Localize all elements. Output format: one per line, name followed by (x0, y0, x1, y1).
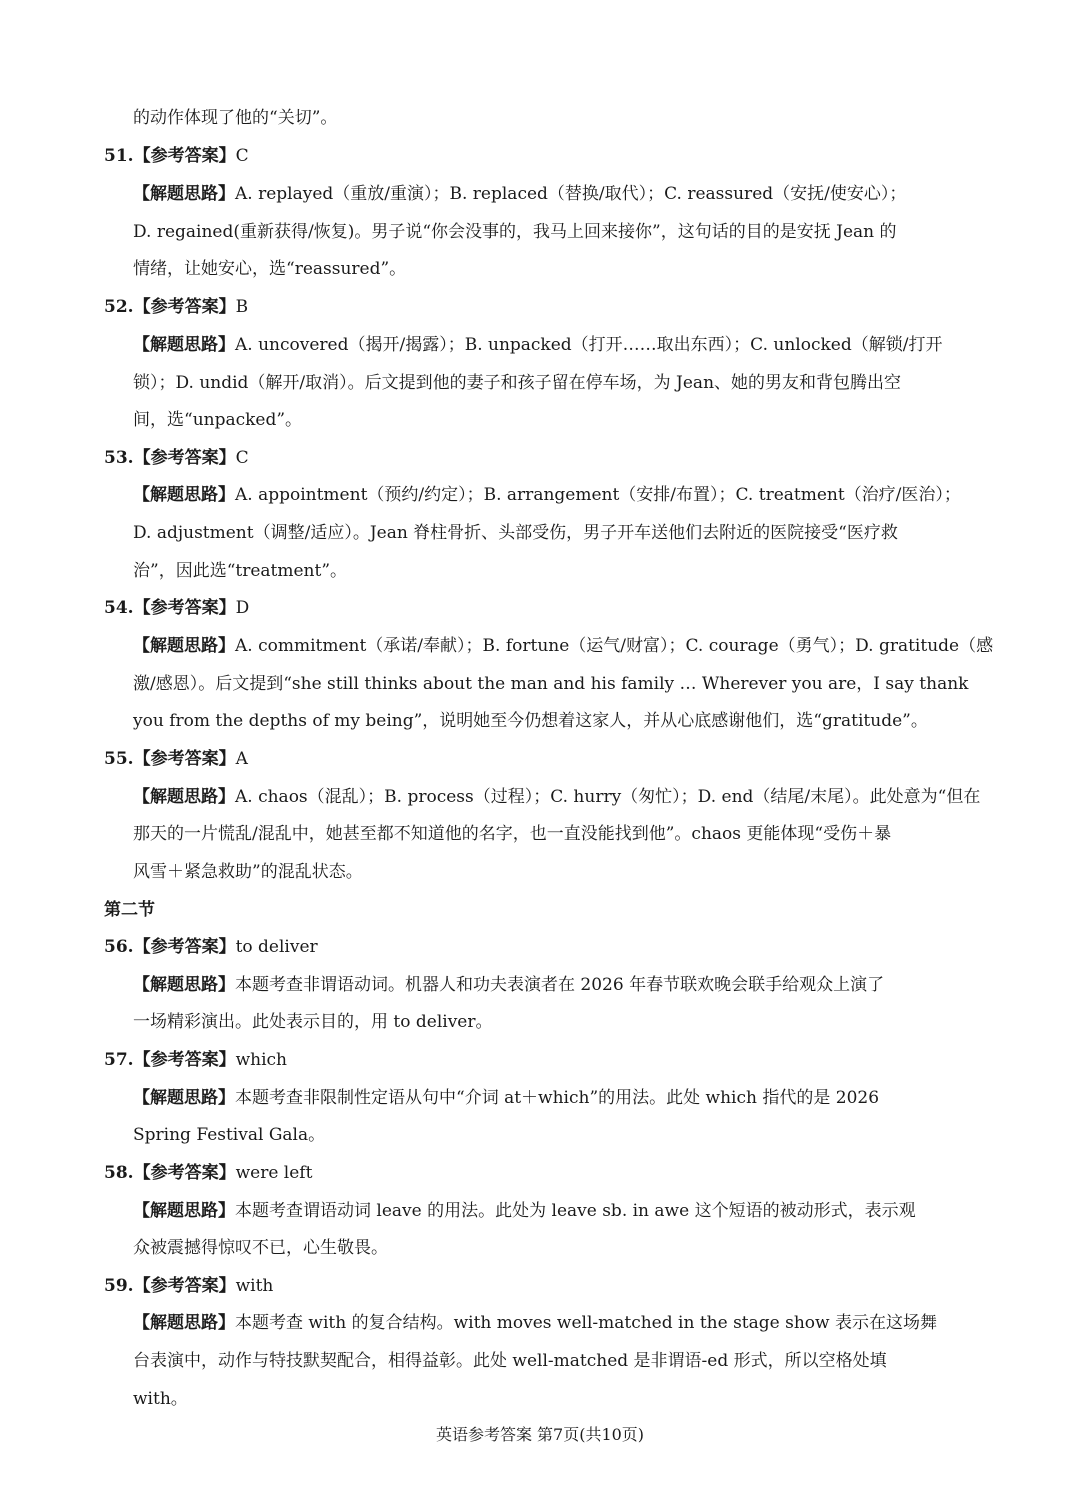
question-number: 56. (104, 937, 134, 957)
question-58-analysis-line-1 (133, 1199, 963, 1223)
question-52-analysis-line-2: 锁）；D. undid（解开/取消）。后文提到他的妻子和孩子留在停车场，为 Jean、她的男友和背包腾出空 (133, 373, 902, 393)
question-51-answer (104, 144, 249, 168)
question-57-analysis-line-1 (133, 1086, 963, 1110)
analysis-tag: 【解题思路】 (133, 787, 235, 807)
question-number: 52. (104, 297, 134, 317)
answer-tag: 【参考答案】 (133, 146, 236, 166)
analysis-text: 本题考查谓语动词 leave 的用法。此处为 leave sb. in awe 这个短语的被动形式，表示观 (235, 1201, 916, 1221)
question-54-analysis-line-2: 激/感恩）。后文提到“she still thinks about the man and his family … Wherever you are，I say thank (133, 674, 969, 694)
question-53-analysis-line-3: 治”，因此选“treatment”。 (133, 561, 348, 581)
section-title: 第二节 (104, 900, 155, 920)
question-51-analysis-line-1 (133, 182, 963, 206)
answer-tag: 【参考答案】 (133, 297, 236, 317)
analysis-text: 本题考查非谓语动词。机器人和功夫表演者在 2026 年春节联欢晚会联手给观众上演了 (235, 975, 885, 995)
answer-value: were left (235, 1163, 313, 1183)
answer-tag: 【参考答案】 (133, 749, 236, 769)
answer-value: C (235, 146, 249, 166)
answer-tag: 【参考答案】 (133, 1163, 236, 1183)
answer-value: C (235, 448, 249, 468)
question-57-answer (104, 1048, 287, 1072)
question-54-analysis-line-1 (133, 634, 994, 658)
question-53-analysis-line-1 (133, 483, 963, 507)
answer-tag: 【参考答案】 (133, 448, 236, 468)
intro-line: 的动作体现了他的“关切”。 (133, 108, 338, 128)
question-59-analysis-line-3: with。 (133, 1389, 188, 1409)
analysis-tag: 【解题思路】 (133, 485, 235, 505)
question-number: 59. (104, 1276, 134, 1296)
question-58-analysis-line-2: 众被震撼得惊叹不已，心生敬畏。 (133, 1238, 388, 1258)
question-53-answer (104, 446, 249, 470)
question-number: 55. (104, 749, 134, 769)
analysis-text: A. uncovered（揭开/揭露）；B. unpacked（打开……取出东西）；C. unlocked（解锁/打开 (235, 335, 943, 355)
answer-value: which (235, 1050, 287, 1070)
answer-tag: 【参考答案】 (133, 598, 236, 618)
analysis-tag: 【解题思路】 (133, 184, 235, 204)
answer-value: D (235, 598, 250, 618)
answer-tag: 【参考答案】 (133, 1050, 236, 1070)
analysis-text: A. chaos（混乱）；B. process（过程）；C. hurry（匆忙）；D. end（结尾/末尾）。此处意为“但在 (235, 787, 981, 807)
analysis-text: A. commitment（承诺/奉献）；B. fortune（运气/财富）；C. courage（勇气）；D. gratitude（感 (235, 636, 994, 656)
question-55-answer (104, 747, 248, 771)
question-59-answer (104, 1274, 273, 1298)
question-59-analysis-line-2: 台表演中，动作与特技默契配合，相得益彰。此处 well-matched 是非谓语-ed 形式，所以空格处填 (133, 1351, 887, 1371)
analysis-tag: 【解题思路】 (133, 1313, 235, 1333)
question-56-analysis-line-1 (133, 973, 963, 997)
question-58-answer (104, 1161, 312, 1185)
analysis-text: 本题考查 with 的复合结构。with moves well-matched in the stage show 表示在这场舞 (235, 1313, 937, 1333)
analysis-tag: 【解题思路】 (133, 335, 235, 355)
analysis-tag: 【解题思路】 (133, 1201, 235, 1221)
question-56-analysis-line-2: 一场精彩演出。此处表示目的，用 to deliver。 (133, 1012, 493, 1032)
analysis-text: A. replayed（重放/重演）；B. replaced（替换/取代）；C. reassured（安抚/使安心）； (235, 184, 907, 204)
question-52-analysis-line-3: 间，选“unpacked”。 (133, 410, 303, 430)
question-54-answer (104, 596, 249, 620)
question-59-analysis-line-1 (133, 1311, 963, 1335)
question-56-answer (104, 935, 318, 959)
question-52-answer (104, 295, 248, 319)
question-55-analysis-line-2: 那天的一片慌乱/混乱中，她甚至都不知道他的名字，也一直没能找到他”。chaos 更能体现“受伤＋暴 (133, 824, 892, 844)
question-number: 57. (104, 1050, 134, 1070)
analysis-text: 本题考查非限制性定语从句中“介词 at＋which”的用法。此处 which 指代的是 2026 (235, 1088, 880, 1108)
analysis-text: A. appointment（预约/约定）；B. arrangement（安排/布置）；C. treatment（治疗/医治）； (235, 485, 961, 505)
answer-value: to deliver (235, 937, 318, 957)
answer-tag: 【参考答案】 (133, 937, 236, 957)
question-number: 51. (104, 146, 134, 166)
question-52-analysis-line-1 (133, 333, 963, 357)
question-51-analysis-line-2: D. regained(重新获得/恢复)。男子说“你会没事的，我马上回来接你”，这句话的目的是安抚 Jean 的 (133, 222, 897, 242)
analysis-tag: 【解题思路】 (133, 975, 235, 995)
analysis-tag: 【解题思路】 (133, 636, 235, 656)
answer-tag: 【参考答案】 (133, 1276, 236, 1296)
answer-value: with (235, 1276, 274, 1296)
analysis-tag: 【解题思路】 (133, 1088, 235, 1108)
question-55-analysis-line-1 (133, 785, 981, 809)
page-footer: 英语参考答案 第7页(共10页) (435, 1425, 645, 1444)
question-number: 58. (104, 1163, 134, 1183)
question-53-analysis-line-2: D. adjustment（调整/适应）。Jean 脊柱骨折、头部受伤，男子开车送他们去附近的医院接受“医疗救 (133, 523, 898, 543)
question-number: 54. (104, 598, 134, 618)
question-54-analysis-line-3: you from the depths of my being”，说明她至今仍想着这家人，并从心底感谢他们，选“gratitude”。 (133, 711, 928, 731)
answer-value: A (235, 749, 248, 769)
question-57-analysis-line-2: Spring Festival Gala。 (133, 1125, 326, 1145)
question-51-analysis-line-3: 情绪，让她安心，选“reassured”。 (133, 259, 407, 279)
answer-value: B (235, 297, 249, 317)
question-55-analysis-line-3: 风雪＋紧急救助”的混乱状态。 (133, 862, 363, 882)
question-number: 53. (104, 448, 134, 468)
